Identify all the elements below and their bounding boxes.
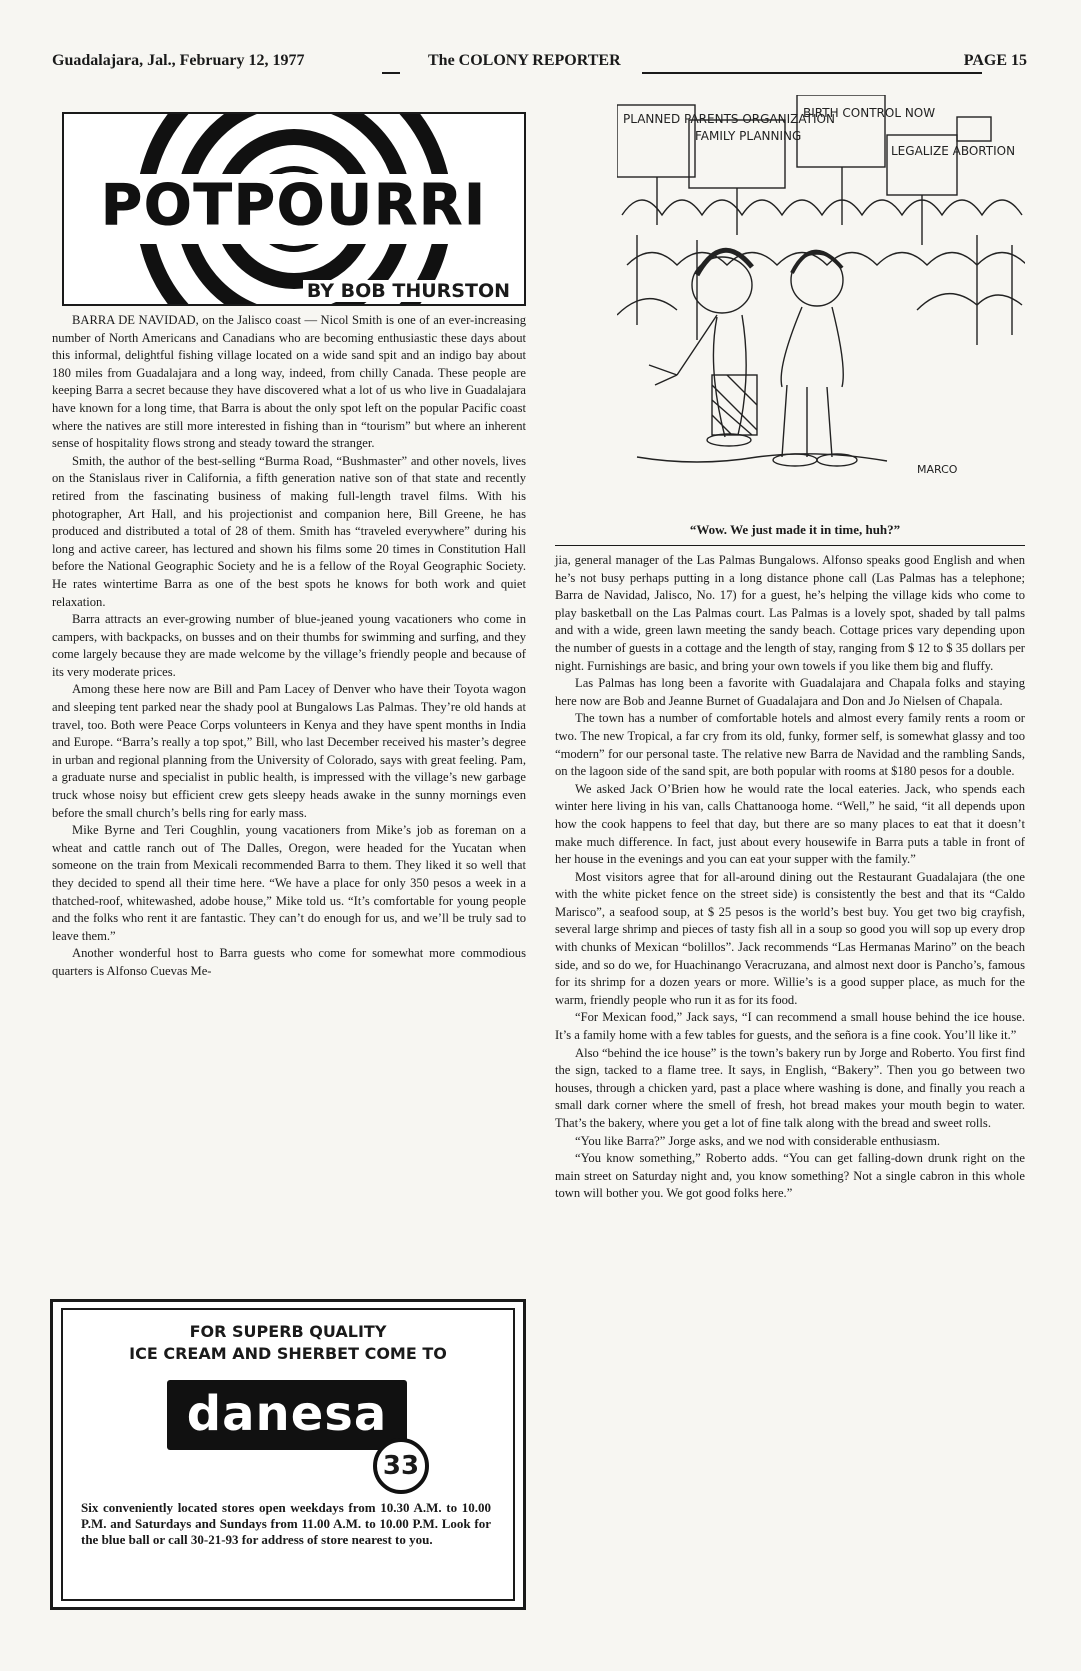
paragraph: Most visitors agree that for all-around dining out the Restaurant Guadalajara (the one with the white picket fence on the street side) is consistently the best and that its “Caldo Marisco”, a seafood soup, at $ 25 pesos is the world’s best buy. You get two big crayfish, several large shrimp and pieces of tasty fish all in a soup so good you will sop up every drop with chunks of Mexican “bolillos”. Jack recommends “Las Hermanas Marino” on the beach side, and so do we, for Huachinango Veracruzana, and almost next door is Pancho’s, famous for its shrimp for a dozen years or more. Willie’s is a good supper place, as much for the warm, friendly people who run it as for its food. (555, 869, 1025, 1007)
ad-subheadline: ICE CREAM AND SHERBET COME TO (129, 1344, 447, 1363)
masthead (52, 52, 1027, 76)
danesa-advertisement (50, 1299, 526, 1610)
paragraph: We asked Jack O’Brien how he would rate the local eateries. Jack, who spends each winter here living in his van, calls Chattanooga home. “Well,” he said, “it all depends upon how the cook happens to feel that day, but there are so many places to eat that it doesn’t make much difference. In fact, just about every housewife in Barra puts a table in front of her house in the evenings and you can eat your supper with the family.” (555, 781, 1025, 867)
caption-rule (555, 545, 1025, 546)
danesa-logo (167, 1380, 407, 1450)
paragraph: “You know something,” Roberto adds. “You can get falling-down drunk right on the main street on Saturday night and, you know something? Not a single cabron in this whole town will bother you. We got good folks here.” (555, 1151, 1025, 1201)
badge-33: 33 (373, 1438, 429, 1494)
paragraph: Among these here now are Bill and Pam Lacey of Denver who have their Toyota wagon and sleeping tent parked near the shady pool at Bungalows Las Palmas. They’re old hands at travel, too. Both were Peace Corps volunteers in Kenya and they have spent months in India and Europe. “Barra’s really a top spot,” Bill, who last December received his master’s degree in urban and regional planning from the University of Colorado, says with great feeling. Pam, a graduate nurse and specialist in public health, is impressed with the village’s new garbage truck whose noisy but efficient crew gets sleepy heads awake in the sunny mornings even before the small church’s bells ring for early mass. (52, 682, 526, 820)
page-number: PAGE 15 (963, 52, 1027, 69)
sign-text: BIRTH CONTROL NOW (803, 106, 936, 120)
ad-headline: FOR SUPERB QUALITY (189, 1322, 387, 1341)
sign-text: PLANNED PARENTS ORGANIZATION (623, 112, 835, 126)
paragraph: Mike Byrne and Teri Coughlin, young vacationers from Mike’s job as foreman on a wheat and cattle ranch out of The Dalles, Oregon, were headed for the Yucatan when someone on the train from Mexicali recommended Barra to them. They liked it so well that they decided to spend all their time here. “We have a place for only 350 pesos a week in a thatched-roof, whitewashed, adobe house,” Mike told us. “It’s comfortable for young people and the folks who rent it are fantastic. They can’t do enough for us, and we’ll be truly sad to leave them.” (52, 823, 526, 943)
paragraph: The town has a number of comfortable hotels and almost every family rents a room or two. The new Tropical, a far cry from its old, funky, former self, is somewhat glassy and too “modern” for our personal taste. The relative new Barra de Navidad and the rambling Sands, on the lagoon side of the sand spit, are both popular with rooms at $180 pesos for a double. (555, 711, 1025, 779)
column-header (62, 112, 526, 306)
paragraph: Also “behind the ice house” is the town’s bakery run by Jorge and Roberto. You first find the sign, tacked to a flame tree. It says, in English, “Bakery”. Then you go between two houses, through a chicken yard, past a place where washing is done, and finally you reach a small dark corner where the smell of fresh, hot bread makes your mouth begin to water. That’s the bakery, where you get a lot of fine talk along with the bread and sweet rolls. (555, 1045, 1025, 1130)
article-right-column (555, 552, 1025, 1203)
sign-text: LEGALIZE ABORTION (891, 144, 1016, 158)
paragraph: Las Palmas has long been a favorite with Guadalajara and Chapala folks and staying here now are Bob and Jeanne Burnet of Guadalajara and Don and Jo Nielsen of Chapala. (555, 676, 1025, 708)
cartoon-illustration (617, 95, 1025, 510)
paragraph: Smith, the author of the best-selling “Burma Road, “Bushmaster” and other novels, lives on the Stanislaus river in California, a fifth generation native son of that state and recently retired from the fascinating business of making full-length travel films. With his photographer, Art Hall, and his projectionist and companion here, Bill Greene, he has produced and distributed a total of 28 of them. Smith has “traveled everywhere” during his long and active career, has lectured and shown his films some 20 times in Constitution Hall before the National Geographic Society and he is a fellow of the Royal Geographic Society. He rates wintertime Barra as one of the best spots he knows for both work and quiet relaxation. (52, 453, 526, 609)
ad-inner-border (61, 1308, 515, 1601)
masthead-rule (382, 72, 400, 74)
sign-text: FAMILY PLANNING (695, 129, 802, 143)
paragraph: BARRA DE NAVIDAD, on the Jalisco coast — Nicol Smith is one of an ever-increasing number of North Americans and Canadians who are becoming enthusiastic these days about this informal, delightful fishing village located on a wide sand spit and an indigo bay about 180 miles from Guadalajara and a long way, indeed, from chilly Canada. These people are keeping Barra a secret because they have discovered what a lot of us who live in Guadalajara have known for a long time, that Barra is about the only spot left on the popular Pacific coast where the natives are still more interested in fishing than in “tourism” but where an inherent sense of hospitality flows strong and steady toward the stranger. (52, 313, 526, 451)
paragraph: Another wonderful host to Barra guests who come for somewhat more commodious quarters is Alfonso Cuevas Me- (52, 946, 526, 978)
paragraph: Barra attracts an ever-growing number of blue-jeaned young vacationers who come in campers, with backpacks, on busses and on their thumbs for swimming and surfing, and they come largely because they are made welcome by the village’s friendly people and because of its very moderate prices. (52, 612, 526, 679)
paragraph: “You like Barra?” Jorge asks, and we nod with considerable enthusiasm. (575, 1133, 941, 1148)
byline: BY BOB THURSTON (303, 280, 514, 302)
cartoon-caption: “Wow. We just made it in time, huh?” (689, 522, 901, 537)
artist-signature: MARCO (917, 463, 958, 476)
cartoon-drawing (617, 95, 1025, 510)
dateline: Guadalajara, Jal., February 12, 1977 (52, 52, 305, 69)
paragraph: “For Mexican food,” Jack says, “I can recommend a small house behind the ice house. It’s a family home with a few tables for guests, and the señora is a fine cook. You’ll like it.” (555, 1010, 1025, 1043)
brand-name: danesa (186, 1386, 388, 1442)
ad-body-text: Six conveniently located stores open weekdays from 10.30 A.M. to 10.00 P.M. and Saturdays and Sundays from 11.00 A.M. to 10.00 P.M. Look for the blue ball or call 30-21-93 for address of store nearest to you. (81, 1500, 491, 1547)
paragraph: jia, general manager of the Las Palmas Bungalows. Alfonso speaks good English and when he’s not busy perhaps putting in a long distance phone call (Las Palmas has a telephone; Barra de Navidad, Jalisco, No. 17) for a guest, he’s helping the village kids who come to play basketball on the Las Palmas court. Las Palmas is a lovely spot, shaded by tall palms and with a wide, green lawn meeting the sandy beach. Cottage prices vary depending upon the number of guests in a cottage and the length of stay, ranging from $ 12 to $ 35 dollars per night. Furnishings are basic, and bring your own towels if you like them big and fluffy. (555, 553, 1025, 673)
article-left-column (52, 312, 526, 981)
column-title: POTPOURRI (100, 173, 488, 238)
paper-name: The COLONY REPORTER (428, 52, 621, 69)
masthead-rule (642, 72, 982, 74)
